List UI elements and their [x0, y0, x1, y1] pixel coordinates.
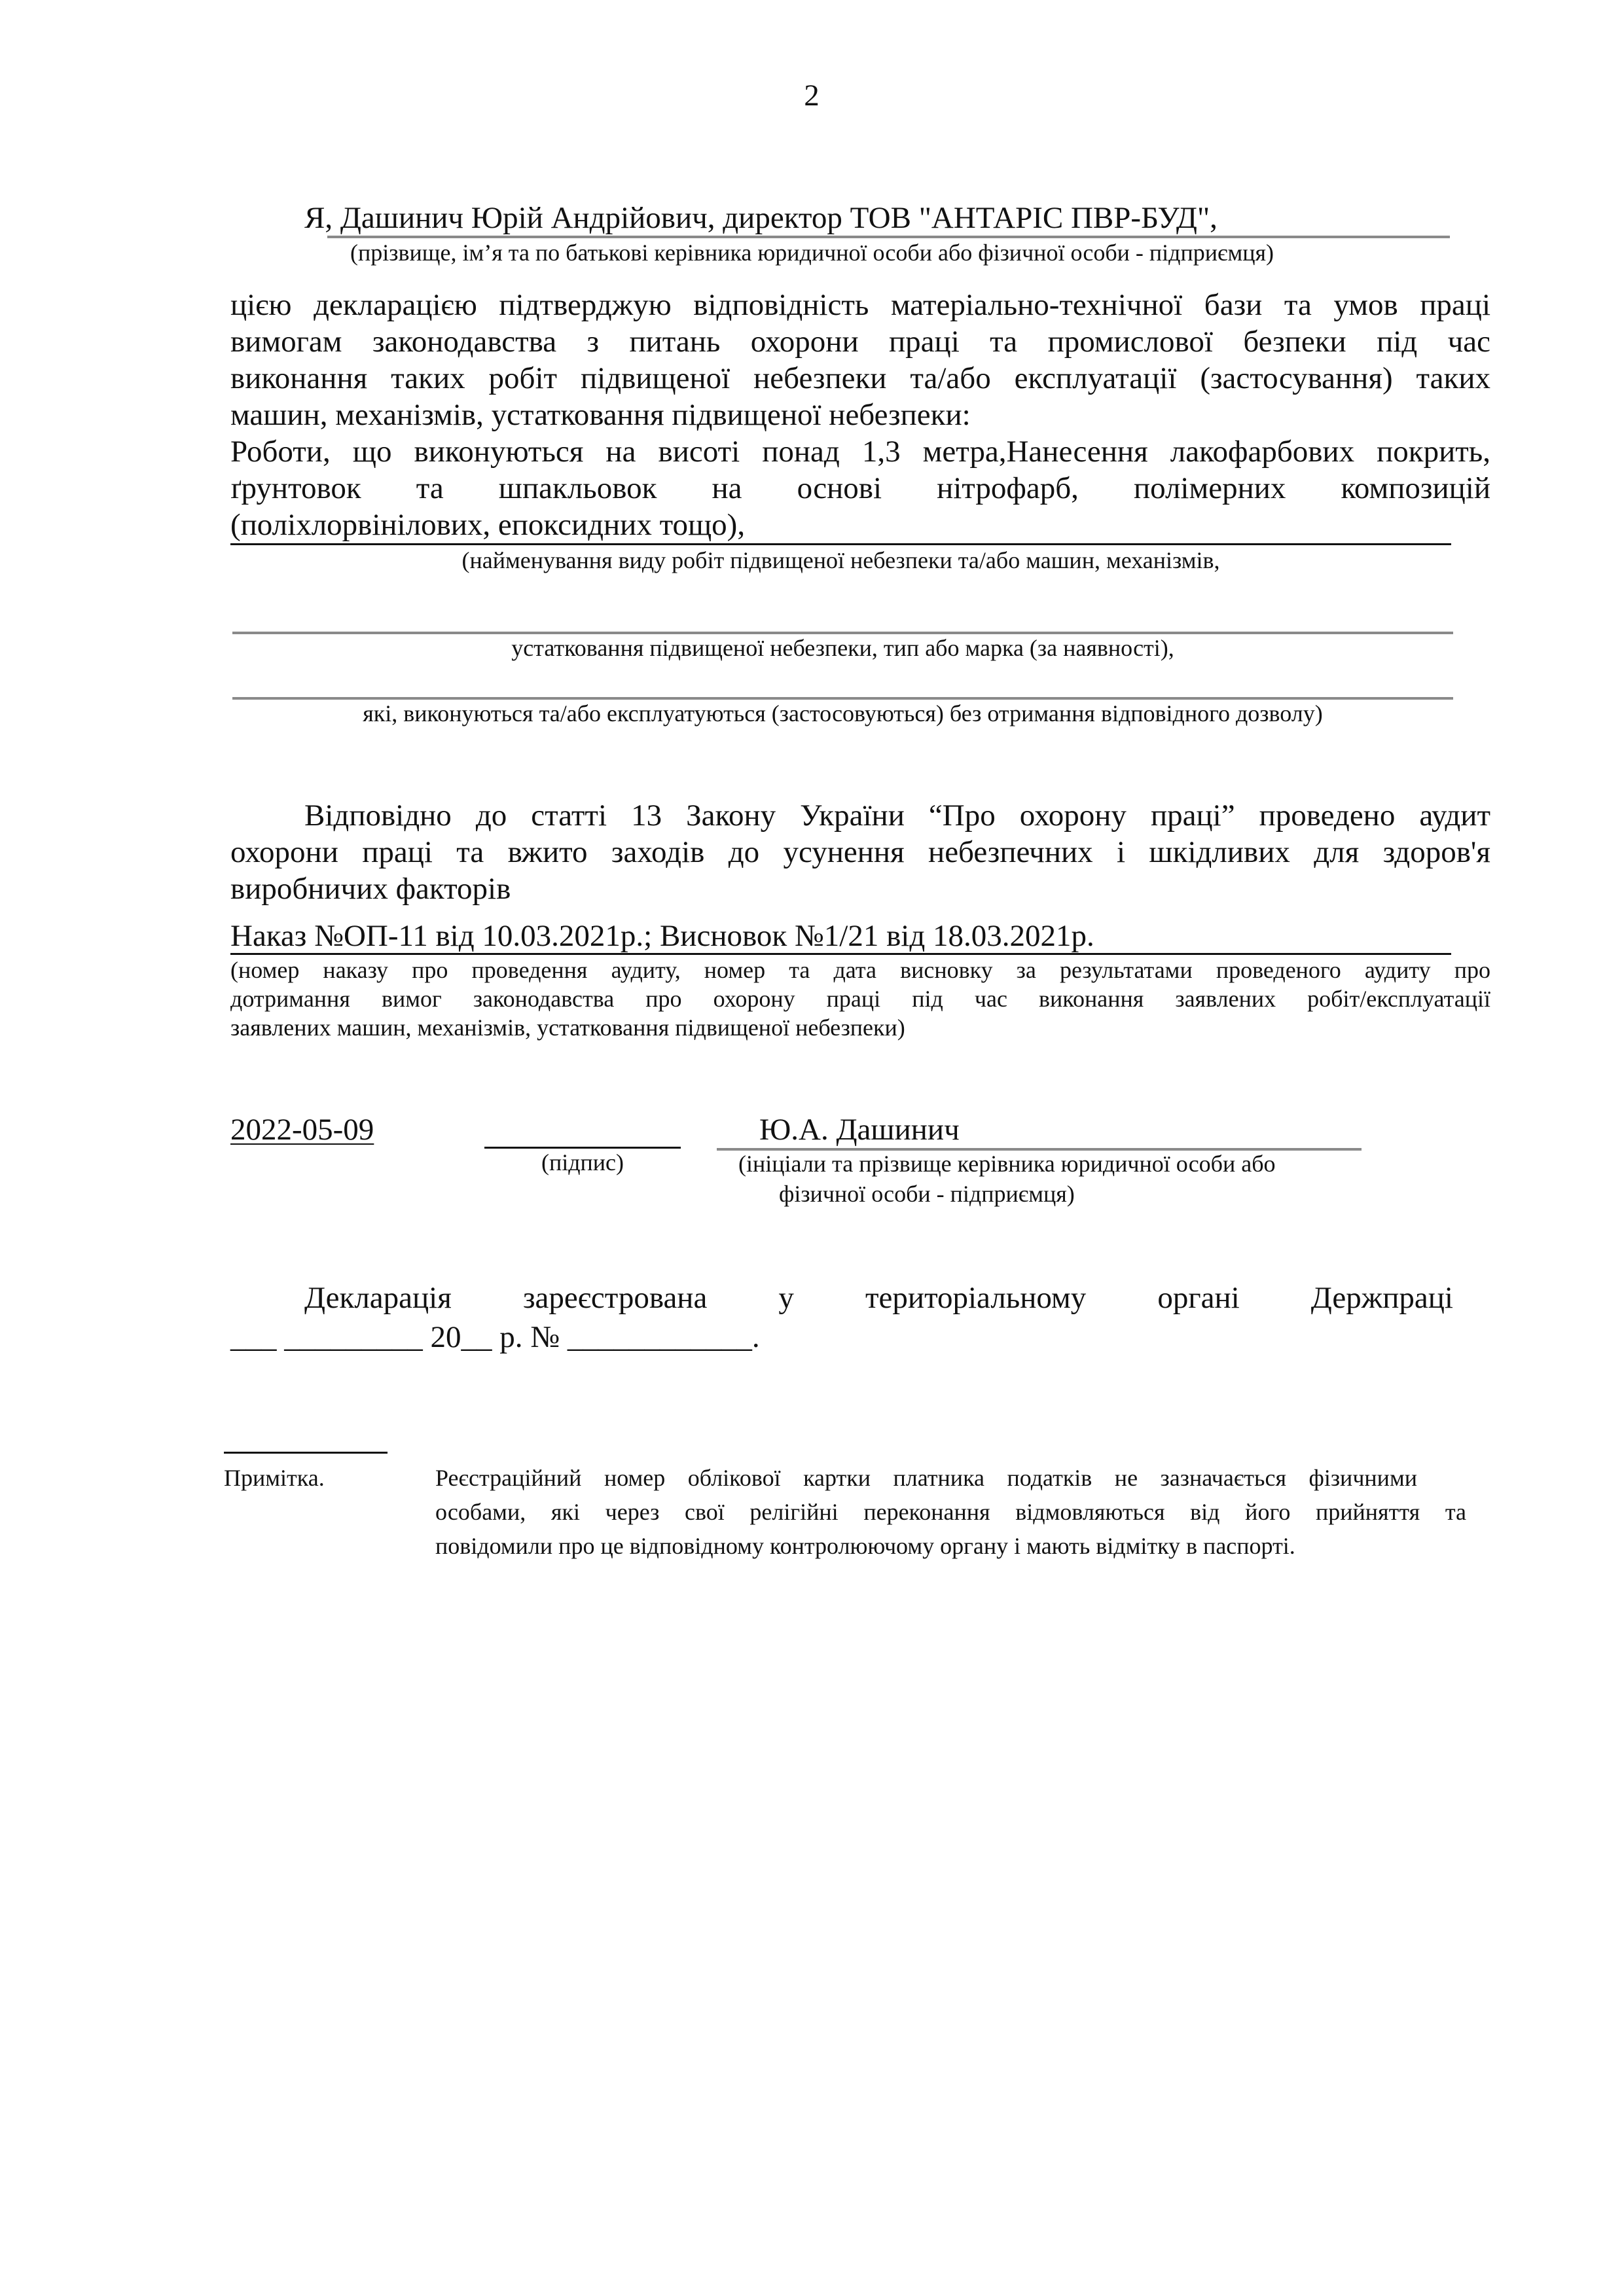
declaration-line-1: цією декларацією підтверджую відповідність матеріально-технічної бази та умов праці [230, 288, 1490, 322]
note-label: Примітка. [224, 1465, 325, 1491]
audit-caption-1: (номер наказу про проведення аудиту, номер та дата висновку за результатами проведеного аудиту про [230, 957, 1490, 983]
registration-word: територіальному [865, 1281, 1087, 1315]
audit-caption-2: дотримання вимог законодавства про охорону праці під час виконання заявлених робіт/експлуатації [230, 986, 1490, 1012]
signature-caption: (підпис) [541, 1149, 624, 1175]
declarant-line: Я, Дашинич Юрій Андрійович, директор ТОВ "АНТАРІС ПВР-БУД", [304, 201, 1218, 235]
works-line-3: (поліхлорвінілових, епоксидних тощо), [230, 508, 746, 542]
declaration-date: 2022-05-09 [230, 1113, 374, 1147]
audit-caption-3: заявлених машин, механізмів, устатковання підвищеної небезпеки) [230, 1014, 905, 1041]
registration-word: зареєстрована [522, 1281, 708, 1315]
audit-line-2: охорони праці та вжито заходів до усунення небезпечних і шкідливих для здоров'я [230, 835, 1490, 869]
registration-line-2: ___ _________ 20__ р. № ____________. [230, 1320, 760, 1354]
registration-line-1 [304, 1280, 1453, 1316]
works-underline-1 [230, 543, 1451, 545]
note-line-3: повідомили про це відповідному контролюючому органу і мають відмітку в паспорті. [435, 1533, 1295, 1559]
signatory-caption-2: фізичної особи - підприємця) [779, 1181, 1075, 1207]
audit-line-3: виробничих факторів [230, 872, 511, 906]
works-line-2: ґрунтовок та шпакльовок на основі нітрофарб, полімерних композицій [230, 471, 1490, 505]
audit-line-1: Відповідно до статті 13 Закону України “Про охорону праці” проведено аудит [304, 798, 1490, 833]
works-caption-1: (найменування виду робіт підвищеної небезпеки та/або машин, механізмів, [461, 547, 1220, 573]
signatory-caption-1: (ініціали та прізвище керівника юридичної особи або [738, 1151, 1276, 1177]
declaration-line-4: машин, механізмів, устатковання підвищеної небезпеки: [230, 398, 971, 432]
page-number: 2 [804, 79, 820, 113]
audit-order-underline [230, 953, 1451, 955]
registration-word: Держпраці [1310, 1281, 1453, 1315]
registration-word: органі [1157, 1281, 1240, 1315]
note-line-2: особами, які через свої релігійні переконання відмовляються від його прийняття та [435, 1499, 1466, 1525]
audit-order: Наказ №ОП-11 від 10.03.2021р.; Висновок №1/21 від 18.03.2021р. [230, 919, 1094, 953]
registration-word: Декларація [304, 1281, 452, 1315]
declaration-line-2: вимогам законодавства з питань охорони праці та промислової безпеки під час [230, 325, 1490, 359]
works-caption-2: устатковання підвищеної небезпеки, тип або марка (за наявності), [511, 635, 1174, 661]
footnote-separator [224, 1452, 388, 1454]
signatory-name: Ю.А. Дашинич [759, 1113, 960, 1147]
note-line-1: Реєстраційний номер облікової картки платника податків не зазначається фізичними [435, 1465, 1417, 1491]
works-line-1: Роботи, що виконуються на висоті понад 1,3 метра,Нанесення лакофарбових покрить, [230, 435, 1490, 469]
declarant-caption: (прізвище, ім’я та по батькові керівника юридичної особи або фізичної особи - підприємця) [350, 240, 1274, 266]
declaration-line-3: виконання таких робіт підвищеної небезпеки та/або експлуатації (застосування) таких [230, 361, 1490, 395]
registration-word: у [778, 1281, 794, 1315]
works-caption-3: які, виконуються та/або експлуатуються (застосовуються) без отримання відповідного дозволу) [363, 700, 1323, 726]
